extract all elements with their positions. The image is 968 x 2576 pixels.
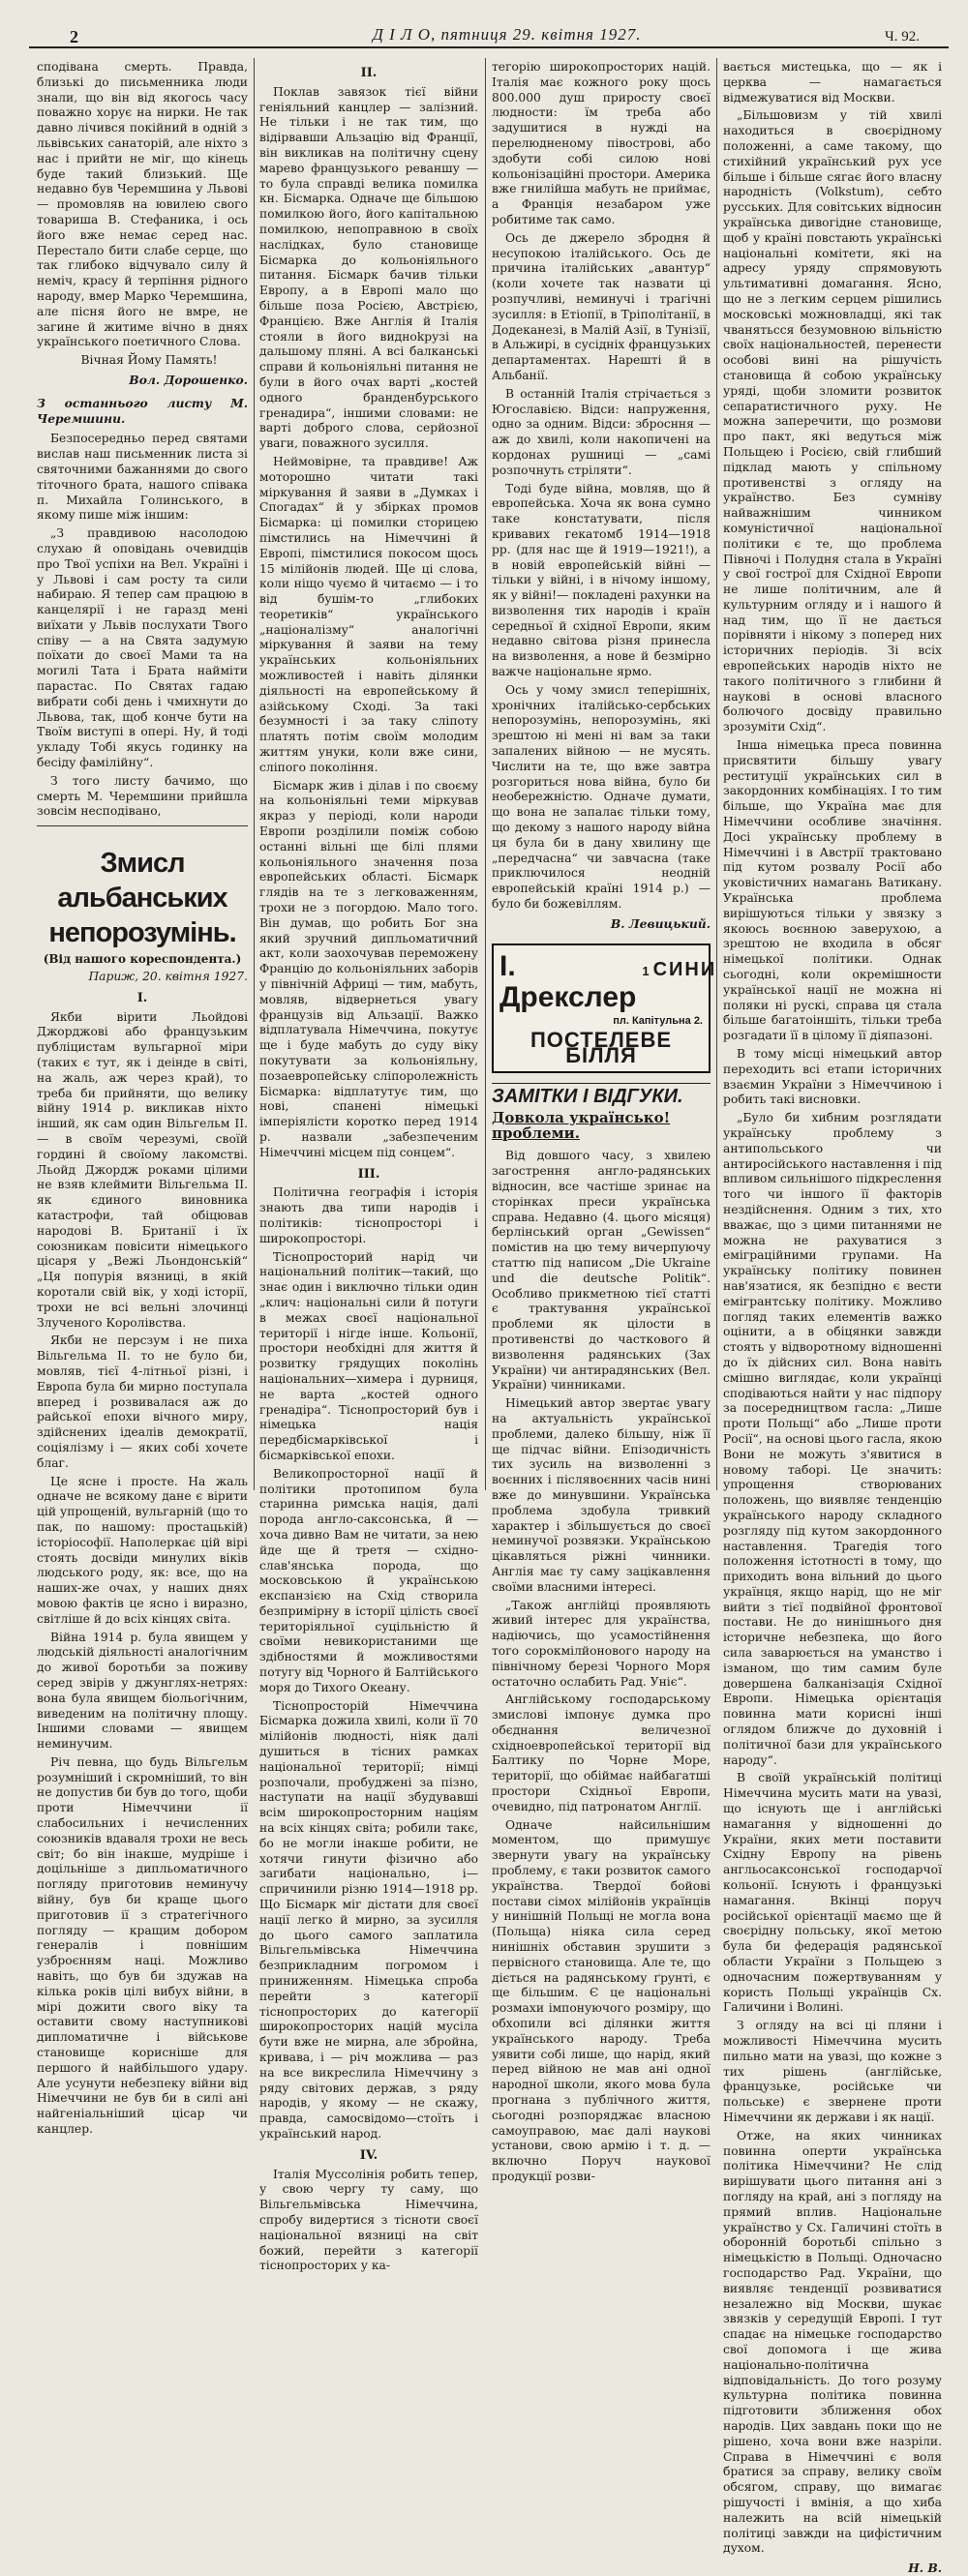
paragraph: Німецький автор звертає увагу на актуальність української проблеми, далеко більшу, ніж її ще підчас війни. Епізодичність тих зусиль на визволенні з воєнних і післявоєнних часів нині вже до минувшини. Українська проблема здобула тривкий характер і збільшується до своєї неминучої розвязки. Українською цікавляться ріжні чинники. Англія має ту саму зацікавлення своїми власними інтересі. [492, 1396, 711, 1594]
page-number: 2 [70, 27, 78, 46]
paragraph: Ось де джерело збродня й несупокою італійського. Ось де причина італійських „авантур“ (коли хочете так назвати ці розпучливі, неминучі і трагічні зусилля: в Етіопії, в Тріполітанії, в Додеканезі, в Малій Азії, в Тунізії, в Альжирі, в сусідніх французьких департаментах. Нарешті й в Альбанії. [492, 230, 711, 382]
subheading: З останнього листу М. Черемшини. [37, 395, 248, 426]
author-signature: Вол. Дорошенко. [129, 372, 248, 387]
paragraph: Італія Муссолінія робить тепер, у свою чергу ту саму, що Вільгельмівська Німеччина, спробу видертися з тісноти своєї національної вязниці на світ божий, перейти з категорії тіснопросторих у ка- [259, 2167, 478, 2273]
paragraph: Це ясне і просте. На жаль одначе не всякому дане є вірити цій упрощеній, вульгарній (що то пак, по нашому: простацькій) історіософії. Наполеркає цій вірі стоять досвіди минулих віків людського роду, як: все, що на наших-же очах, у наших днях мовою фактів це ясно і виразно, світліше й до всіх кінцях світа. [37, 1474, 248, 1626]
paragraph: „Було би хибним розглядати українську проблему з антипольського чи антиросійського наставлення і під впливом сильнішого підкреслення того чи іншого її факторів нездійснення. Одним з тих, хто вважає, що з цими питаннями не можна не рахуватися з еміграційними групами. На українську політику повинен нав'язатися, як безпідно є вести емігрантську політику. Можливо погляд таких елементів важко оцінити, а в обіцянки завжди стоять у відворотному відношенні до їх дійсних сил. Вона навіть смішно виглядає, коли українці сподіваються найти у нас підпору за посередництвом гасла: „Лише проти Польщі“ або „Лише проти Росії“, на основі цього гасла, якою Вони не можуть з'явитися в новому таборі. Це значить: упрощення створюваних положень, що виявляє тенденцію українського народу складного розгляду під кутом закордонного наставлення. Трагедія того положення істотності в тому, що приходить вона вільний до цього українця, якщо нарід, що не міг вийти з тієї подвійної фронтової постави. Не до нинішнього дня історичне небезпека, що його сила заварюється на уманство і ізманом, що тим самим буле довершена балканізація Східної Европи. Німецька орієнтація повинна мати корисні інші оглядом ближче до духовній і політичної бази для українського народу“. [723, 1111, 942, 1767]
paragraph: Річ певна, що будь Вільгельм розумніший і скромніший, то він не допустив би був до того, щоби проти Німеччини ії слабосильних і нечисленних союзників вдаваля трохи не весь світ; бо він інакше, мудріше і доцільніше з дипльоматичного погляду приготовив неминучу війну, був би краще цього приготовив ії з стратегічного погляду — кращим добором генералів і повнішим узброєнням наці. Можливо навіть, що був би здужав на кілька років цілі вибух війни, в мірі дожити свого віку та оставити свому наступникові дипломатичне і військове становище корисніше для першого й найбільшого удару. Але усунути небезпеку війни від Німеччини не був би в силі ані найгеніальніший цісар чи канцлер. [37, 1754, 248, 2137]
author-signature: Н. В. [908, 2561, 942, 2576]
paragraph: „Більшовизм у тій хвилі находиться в своєрідному положенні, а саме такому, що стихійний український рух усе більше і більше сягає його власну народність (Volkstum), себто русських. Для совітських відносин українська дивогідне становище, щоб у країні повстають українські національні комітети, які на адресу уряду спрямовують ультимативні домагання. Ясно, що не з легким серцем рішились московські можновладці, які так чванятьсся безумовною вільністю своїх національностей, перенести особові вині на рішучість становища й собою українську уряді, щоби зломити розвиток сепаратистичного руху. Не можна заперечити, що розмови про пакт, які ведуться між Польщею і Росією, свій глибший підклад мають у спільному противенстві з огляду на українство. Без сумніву найважнішим чинником комуністичної національної політики є те, що проблема Півночі і Полудня стала в Україні у свої гострої для Східної Европи не лише політичним, але й культурним огляду и і нашого й над тим, що її не дається порівняти і нікому з поперед них історичних періодів. Зі всіх европейських народів ніхто не такого політичного з глибини й наукові в основі власного болючого досвіду правильно зрозуміти Схід“. [723, 108, 942, 734]
section-number: ІІ. [360, 66, 378, 80]
column-rule [254, 58, 255, 1490]
paragraph: Тіснопросторій Німеччина Бісмарка дожила хвилі, коли її 70 мілійонів людності, ніяк далі душиться в тісних рамках національної території; німці розпочали, пробуджені за пізно, наступати на нації збудувавші всім широкопросторним націям на всіх кінцях світа; робили такє, бо не могли інакше робити, не хотячи гинути фізично або загибати національно, і—спричинили різню 1914—1918 рр. Що Бісмарк міг дістати для своєї нації легко й мирно, за зусилля до цього самого заплатила Вільгельмівська Німеччина безприкладним погромом і приниженням. Німецька спроба перейти з категорії тіснопросторих до категорії широкопросторих націй мусіла бути вже не мирна, але збройна, кривава, і — річ можлива — раз на все викреслила Німеччину з ряду світових держав, з ряду народів, у якому — не скажу, правда, самосвідомо—стоїть і український народ. [259, 1698, 478, 2141]
paragraph: З огляду на всі ці пляни і можливості Німеччина мусить пильно мати на увазі, що кожне з тих рішень (англійське, французьке, російське чи польське) є звернене проти Німеччини як держави і як нації. [723, 2019, 942, 2124]
paragraph: Якби вірити Льойдові Джорджові або французьким публіцистам вульгарної міри (таких є тут, як і деінде в світі, на жаль, аж через край), то треба би прийняти, що велику війну 1914 р. викликав ніхто інший, як сам один Вільгельм ІІ. — в своїм черезумі, своїй гордині й своїому лакомстві. Льойд Джордж роками цілими не взяв клеймити Вільгельма ІІ. як єдиного виновника катастрофи, тай обіцював народові В. Британії і їх союзникам повісити німецького цісаря у „Вежі Льондонській“ „Ця попурія вязниці, в якій коротали свій вік, у ході історії, трохи не всі вельні злочинці Злученого Королівства. [37, 1009, 248, 1330]
ad-sons: СИНИ [652, 958, 717, 980]
paragraph: Поклав завязок тієї війни геніяльний канцлер — залізний. Не тільки і не так тим, що відірвавши Альзацію від Франції, він викликав на політичну сцену марево французького реваншу — то була справді велика помилка кн. Бісмарка. Одначе ще більшою помилкою його, його капітальною помилкою, непоправною в своїх наслідках, було становище Бісмарка до кольоніяльного питання. Бісмарк бачив тільки Европу, а в Европі мало що більше поза Росією, Австрією, Францією. Вже Англія й Італія стояли в його видноkрузі на дальшому пляні. А всі балканські справи й кольоніяльні питання не були в його очах варті „костей одного бранденбурського гренадира“, іншими словами: не варті доброго слова, серйозної уваги, поважного зусилля. [259, 84, 478, 451]
paragraph: Інша німецька преса повинна присвятити більшу увагу реституції українських сил в закордонних комбінаціях. І то тим більше, що Україна має для Німеччини особливе значіння. Досі українську проблему в Німеччині і в Австрії трактовано під кутом розвалу Росії або уковістичних намагань Ватикану. Українська проблема вирішуються тільки у звязку з якоюсь воєнною заверухою, а зрештою не входила в обсяг німецької політики. Однак сьогодні, коли окремішности української нації не можна ні поляки ні рускі, справа ця стала більше багатоіншіть, тільки треба розгадати її в цілому її діяпазоні. [723, 738, 942, 1043]
page-header [29, 8, 949, 48]
paragraph: вається мистецька, що — як і церква — намагається відмежуватися від Москви. [723, 60, 942, 105]
author-signature: В. Левицький. [610, 915, 711, 931]
paragraph: Тоді буде війна, мовляв, що й европейська. Хоча як вона сумно таке констатувати, після кривавих гекатомб 1914—1918 рр. (для нас ще й 1919—1921!), а в новій европейській війні — тільки у війні, і в нічому іншому, як у війні!— покладені рахунки на визволення тих народів і країн середньої й східної Европи, яким недавно світова різня принесла на визволення, а нове й безмірно важче національне ярмо. [492, 481, 711, 679]
issue-number: Ч. 92. [885, 29, 920, 45]
column-4 [723, 60, 942, 2576]
article-title: Довкола українсько! проблеми. [492, 1108, 671, 1142]
column-rule [716, 58, 717, 1490]
divider [37, 825, 248, 826]
paragraph: Війна 1914 р. була явищем у людській діяльності аналогічним до живої боротьби за поживу серед звірів у джунглях-нетрях: вона була явищем біольогічним, виведеним на політичну площу. Іншими словами — явищем неминучим. [37, 1630, 248, 1752]
ad-header [499, 949, 717, 1013]
section-number: ІІІ. [357, 1166, 380, 1182]
paragraph: В останній Італія стрічається з Югославією. Відси: напруження, одно за одним. Відси: збросння — аж до хвилі, коли накопичені на кордонах рушниці — „самі розпочнуть стріляти“. [492, 386, 711, 477]
column-1 [37, 60, 248, 2137]
paragraph: З того листу бачимо, що смерть М. Черемшини прийшла зовсім несподівано, [37, 773, 248, 819]
paragraph: Вічная Йому Память! [80, 353, 218, 368]
dateline: Париж, 20. квітня 1927. [88, 970, 248, 984]
column-2 [259, 60, 478, 2273]
ad-number: 1 [642, 963, 650, 978]
paragraph: сподівана смерть. Правда, близькі до письменника люди знали, що він від якогось часу поважно хорує на нирки. Не так давно лічився покійний в одній з львівських санаторій, але ніхто з нас і прийти не міг, що кінець буде такий близький. Ще недавно був Черемшина у Львові — промовляв на ювилею свого товариша В. Стефаника, і ось його вже немає серед нас. Перестало бити слабе серце, що так глибоко відчувало силу й неміч, красу й терпіння рідного народу, вмер Марко Черемшина, але пісня його не вмре, не загине й житиме вічно в днях українського поетичного Слова. [37, 60, 248, 349]
section-title: ЗАМІТКИ І ВІДГУКИ. [492, 1083, 711, 1105]
article-title: Змисл альбанських непорозумінь. [48, 848, 236, 949]
paragraph: „З правдивою насолодою слухаю й оповідань очевидців про Твої успіхи на Вел. Україні і у Львові і сам росту та сили набираю. Я тепер сам працюю в канцелярії і не гаразд мені виїхати у Львів послухати Твого співу — а на Свята задумую поїхати до своєї Мами та на могилі Тата і Брата найміти парастас. По Святах гадаю вибрати собі день і чмихнути до Львова, так, щоб конче бути на Твоїм виступі в опері. Ну, й тоді укладу Тобі якусь годинку на бесіду фамілійну“. [37, 526, 248, 770]
advertisement [492, 944, 717, 1073]
paragraph: Великопросторної нації й політики протопипом була старинна римська нація, далі порода англо-саксонська, й —хоча дивно Вам не читати, за нею йде ще й третя — східно-слав'янська порода, що московською й українською експанзією на Схід створила безпримірну в історії цілість своєї територіяльної суцільністю й своїми невикористаними ще здібностями й можливостями потугу від Чорного й Балтійського моря до Тихого Океану. [259, 1466, 478, 1694]
ad-address-row [499, 1013, 703, 1030]
paragraph: Англійському господарському змислові імпонує думка про обєднання величезної східноевропейської території від Балтику по Чорне Море, території, що обіймає найбагатші простори Східньої Европи, очевидно, під патронатом Англії. [492, 1692, 711, 1813]
paragraph: Безпосередньо перед святами вислав наш письменник листа зі святочними бажаннями до свого тіточного брата, нашого співака п. Михайла Голинського, в якому пише між іншим: [37, 432, 248, 523]
ad-product: ПОСТЕЛЕВЕ БІЛЛЯ [529, 1028, 673, 1068]
paragraph: Бісмарк жив і ділав і по своєму на кольоніяльні теми міркував якраз у періоді, коли народи Европи розділили поміж собою останні вільні ще білі плями кольоніяльного значення поза европейських області. Бісмарк глядів на те з легковаженням, трохи не з погордою. Мало того. Він думав, що робить Бог зна який зручний дипльоматичний акт, коли заохочував переможену Францію до кольоніяльних заборів у північній Африці — тим, мабуть, мовляв, відвернеться увагу французів від Альзації. Важко відплатувала Німеччина, покутує ще і буде мабуть до суду віку покутувати за кольоніяльну, позаевропейську сліпоролежність Бісмарка: відплатутує тим, що нові, спанені німецькі імперіялісти коротко перед 1914 р. назвали „забезпеченим Німеччині місцем під сонцем“. [259, 778, 478, 1159]
section-number: IV. [359, 2147, 378, 2163]
column-3 [492, 60, 717, 2183]
section-number: І. [136, 990, 148, 1005]
ad-company-name: І. Дрекслер [499, 949, 637, 1013]
ad-address: пл. Капітульна 2. [613, 1014, 703, 1027]
paragraph: Від довшого часу, з хвилею загострення англо-радянських відносин, все частіше зринає на сторінках преси українська справа. Недавно (4. цього місяця) берлінський орган „Gewissen“ помістив на цю тему вичерпуючу статтю під написом „Die Ukraine und die deutsche Politik“. Особливо прикметною тієї статті є трактування української проблеми як цілости в противенстві до часткового й визволення радянських (Зах України) чи антирадянських (Вел. України) чинниками. [492, 1149, 711, 1393]
paragraph: тегорію широкопросторих націй. Італія має кожного року щось 800.000 душ приросту своєї людности: їм треба або задушитися в нужді на перелюдненому півострові, або здобути собі силою нові кольонізаційні простори. Америка вже гнилійша мабуть не приймає, а Франція незабаром уже робитиме так само. [492, 60, 711, 226]
paragraph: Ось у чому змисл теперішніх, хронічних італійсько-сербських непорозумінь, непорозумінь, які зрештою ні мені ні вам за таки запалених війною — не мусять. Числити на те, що вже завтра розгориться нова війна, було би необережністю. Одначе думати, що вона не запалає тільки тому, що декому з нашого народу війна ця була би в дану хвилину ще „передчасна“ чи завчасна (таке приключилося неодній европейській країні 1914 р.) — було би божевіллям. [492, 682, 711, 912]
paragraph: В тому місці німецький автор переходить всі етапи історичних взаємин України з Німеччиною і робить такі висновки. [723, 1047, 942, 1107]
column-rule [485, 58, 486, 1490]
paragraph: Неймовірне, та правдиве! Аж моторошно читати такі міркування й заяви в „Думках і Спогадах“ й у збірках промов Бісмарка: ці помилки сторицею пімстились на Німеччині й Европі, пімстилися покосом щось 15 мілійонів людей. Ще ці слова, коли ніщо чуємо й читаємо — і то від бушім-то „глибоких теоретиків“ українського „націоналізму“ аналогічні міркування й заяви на тему українських кольоніяльних можливостей і навіть ділянки діяльності на европейському й азійському Сході. За такі безумності і за таку сліпоту платять потім своїм молодим життям унуки, коли вже сини, сліпого покоління. [259, 454, 478, 774]
byline: (Від нашого кореспондента.) [43, 952, 242, 967]
paragraph: Одначе найсильнішим моментом, що примушує звернути увагу на українську проблему, є таки розвиток самого українства. Твердої бойові постави сімох мілійонів українців у нинішній Польщі не могла вона (Польща) ніяка сила серед нинішніх обставин зрушити з первісного становища. Але те, що діється на радянському ґрунті, є ще більшим. Є це національні розмахи імпонуючого розміру, що обхопили всі ділянки життя українського народу. Треба уявити собі лише, що нарід, який перед війною не мав ані одної народної школи, якого мова була прогнана з публічного життя, сьогодні розпоряджає власною самоуправою, має далі наукові установи, свою армію і т. д. — включно Поруч наукової продукції розви- [492, 1817, 711, 2183]
paragraph: Отже, на яких чинниках повинна оперти українська політика Німеччини? Не слід вирішувати цього питання ані з погляду на край, ані з погляду на прямий вплив. Національне українство у Сх. Галичині стоїть в оборонній боротьбі спільно з німецькістю в Польщі. Одночасно господарство Рад. України, що виявляє тенденції розвиватися незалежно від Москви, шукає звязків у середущій Европі. І тут спадає на німецьке господарство свої допомога і ще жива національно-політична відповідальність. До того розуму культурна політика повинна підготовити зближення обох народів. Цих завдань поки що не рішено, хоча вони вже назріли. Справа в Німеччині є воля братися за справу, велику своїм обсягом, справу, що вимагає рішучості і вмінія, а що хиба належить на всій німецькій політиці завжди на цифістичним духом. [723, 2128, 942, 2556]
paragraph: „Також англійці проявляють живий інтерес для українства, надіючись, що усамостійнення того сорокмілйонового народу на північному березі Чорного Моря остаточно ослабить Рад. Уніє“. [492, 1598, 711, 1689]
paragraph: Тіснопросторий нарід чи національний політик—такий, що знає один і виключно тільки один „клич: національні сили й потуги в межах своєї національної території і нігде інше. Кольонії, простори необхідні для життя й розвитку грядущих поколінь національних—химера і дурниця, не варта „костей одного гренадіра“. Тіснопросторий був і німецька нація передбісмарківської і бісмарківської епохи. [259, 1249, 478, 1462]
paragraph: В своїй українській політиці Німеччина мусить мати на увазі, що існують ще і англійські намагання у відношенні до України, яких мети поставити Східну Европу на рівень англьосаксонської господарчої кольонії. Існують і французькі намагання. Вкінці поруч російської орієнтації маємо ще й своєрідну польську, якої метою була би федерація радянської области України з Польщею з одночасним пожертвуванням у користь Польщі українців Сх. Галичини і Волині. [723, 1771, 942, 2015]
paragraph: Політична географія і історія знають два типи народів і політиків: тіснопросторі і широкопросторі. [259, 1185, 478, 1245]
masthead: Д І Л О, пятниця 29. квітня 1927. [373, 25, 642, 44]
paragraph: Якби не персзум і не пиха Вільгельма ІІ. то не було би, мовляв, тієї 4-літньої різні, і Европа була би мирно поступала вперед і розвивалася аж до райської епохи вічного миру, здійснених ідеалів демократії, соціялізму і — яких собі хочете благ. [37, 1333, 248, 1470]
